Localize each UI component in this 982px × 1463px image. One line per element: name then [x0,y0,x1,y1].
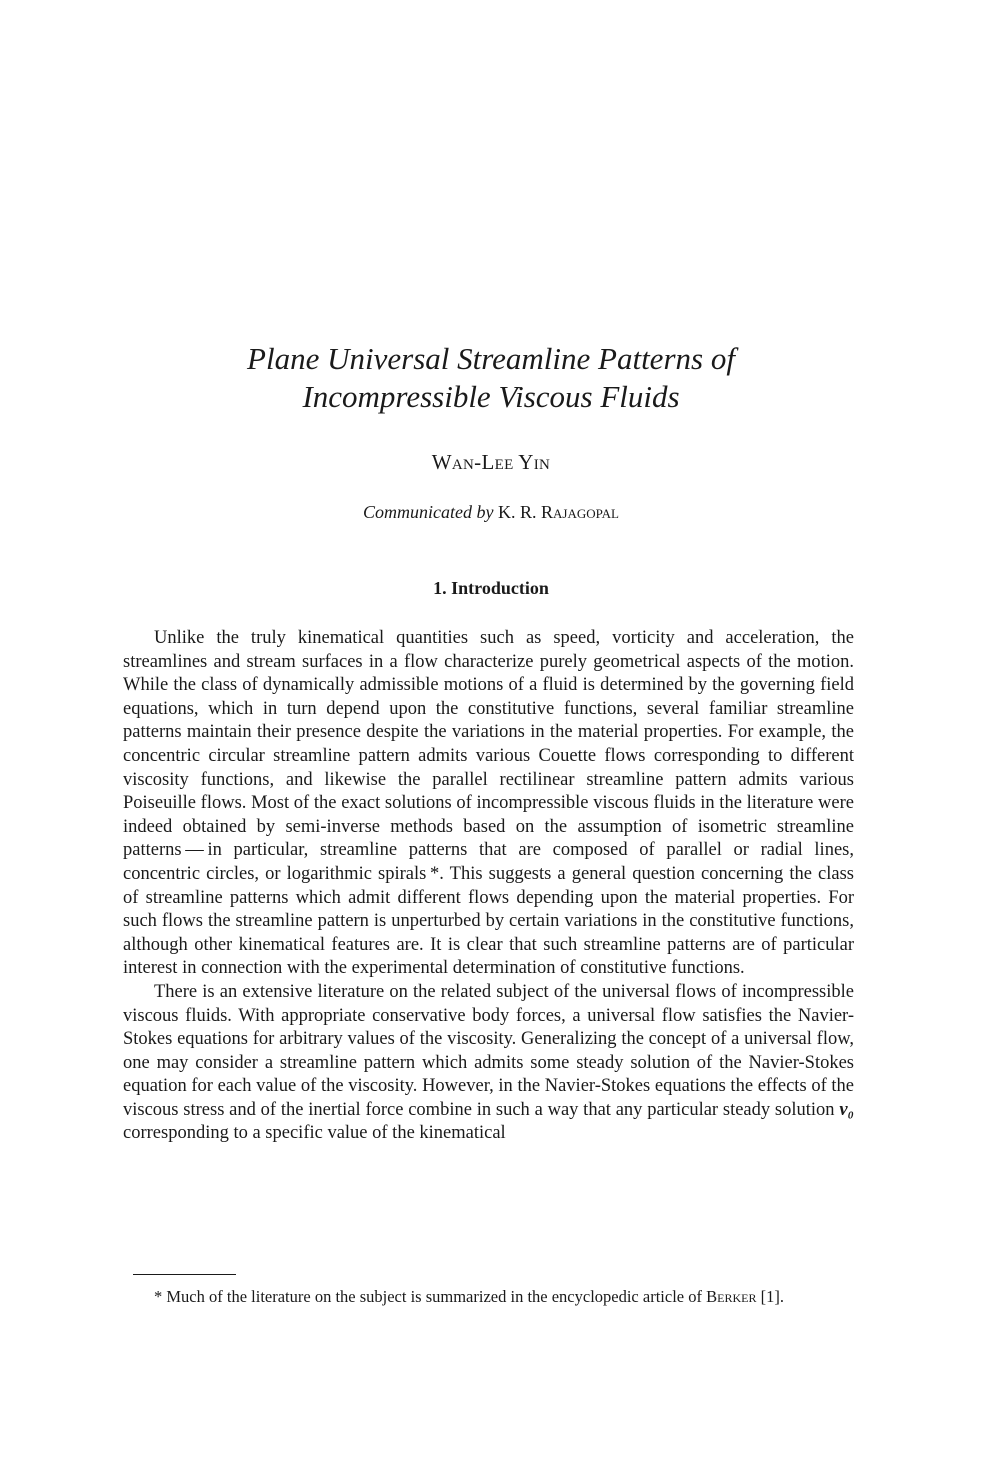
paper-title [120,340,862,416]
paragraph-2 [123,981,854,1146]
communicating-editor: K. R. Rajagopal [497,502,619,522]
body-text [123,627,854,1146]
title-line-1: Plane Universal Streamline Patterns of [247,341,735,376]
paragraph-2-text-end: corresponding to a specific value of the kinematical [123,1123,506,1144]
paragraph-2-text: There is an extensive literature on the related subject of the universal flows of incompressible viscous fluids. With appropriate conservative body forces, a universal flow satisfies the Navier-Stokes equations for arbitrary values of the viscosity. Generalizing the concept of a universal flow, one may consider a streamline pattern which admits some steady solution of the Navier-Stokes equation for each value of the viscosity. However, in the Navier-Stokes equations the effects of the viscous stress and of the inertial force combine in such a way that any particular steady solution [123,981,854,1120]
footnote [123,1286,854,1308]
author-name: Wan-Lee Yin [431,450,551,474]
footnote-text: * Much of the literature on the subject is summarized in the encyclopedic article of [154,1287,707,1306]
communicated-by [120,500,862,524]
footnote-divider [133,1274,236,1275]
communicated-label: Communicated by [363,502,494,522]
title-line-2: Incompressible Viscous Fluids [302,379,680,414]
paragraph-1: Unlike the truly kinematical quantities such as speed, vorticity and acceleration, the streamlines and stream surfaces in a flow characterize purely geometrical aspects of the motion. While the class of dynamically admissible motions of a fluid is determined by the governing field equations, which in turn depend upon the constitutive functions, several familiar streamline patterns maintain their presence despite the variations in the material properties. For example, the concentric circular streamline pattern admits various Couette flows corresponding to different viscosity functions, and likewise the parallel rectilinear streamline pattern admits various Poiseuille flows. Most of the exact solutions of incompressible viscous fluids in the literature were indeed obtained by semi-inverse methods based on the assumption of isometric streamline patterns — in particular, streamline patterns that are composed of parallel or radial lines, concentric circles, or logarithmic spirals *. This suggests a general question concerning the class of streamline patterns which admit different flows depending upon the material properties. For such flows the streamline pattern is unperturbed by certain variations in the constitutive functions, although other kinematical features are. It is clear that such streamline patterns are of particular interest in connection with the experimental determination of constitutive functions. [123,628,854,979]
velocity-symbol: v₀ [839,1099,854,1120]
footnote-cited-author: Berker [706,1287,757,1306]
section-heading: 1. Introduction [433,578,549,598]
footnote-reference: [1]. [756,1287,784,1306]
